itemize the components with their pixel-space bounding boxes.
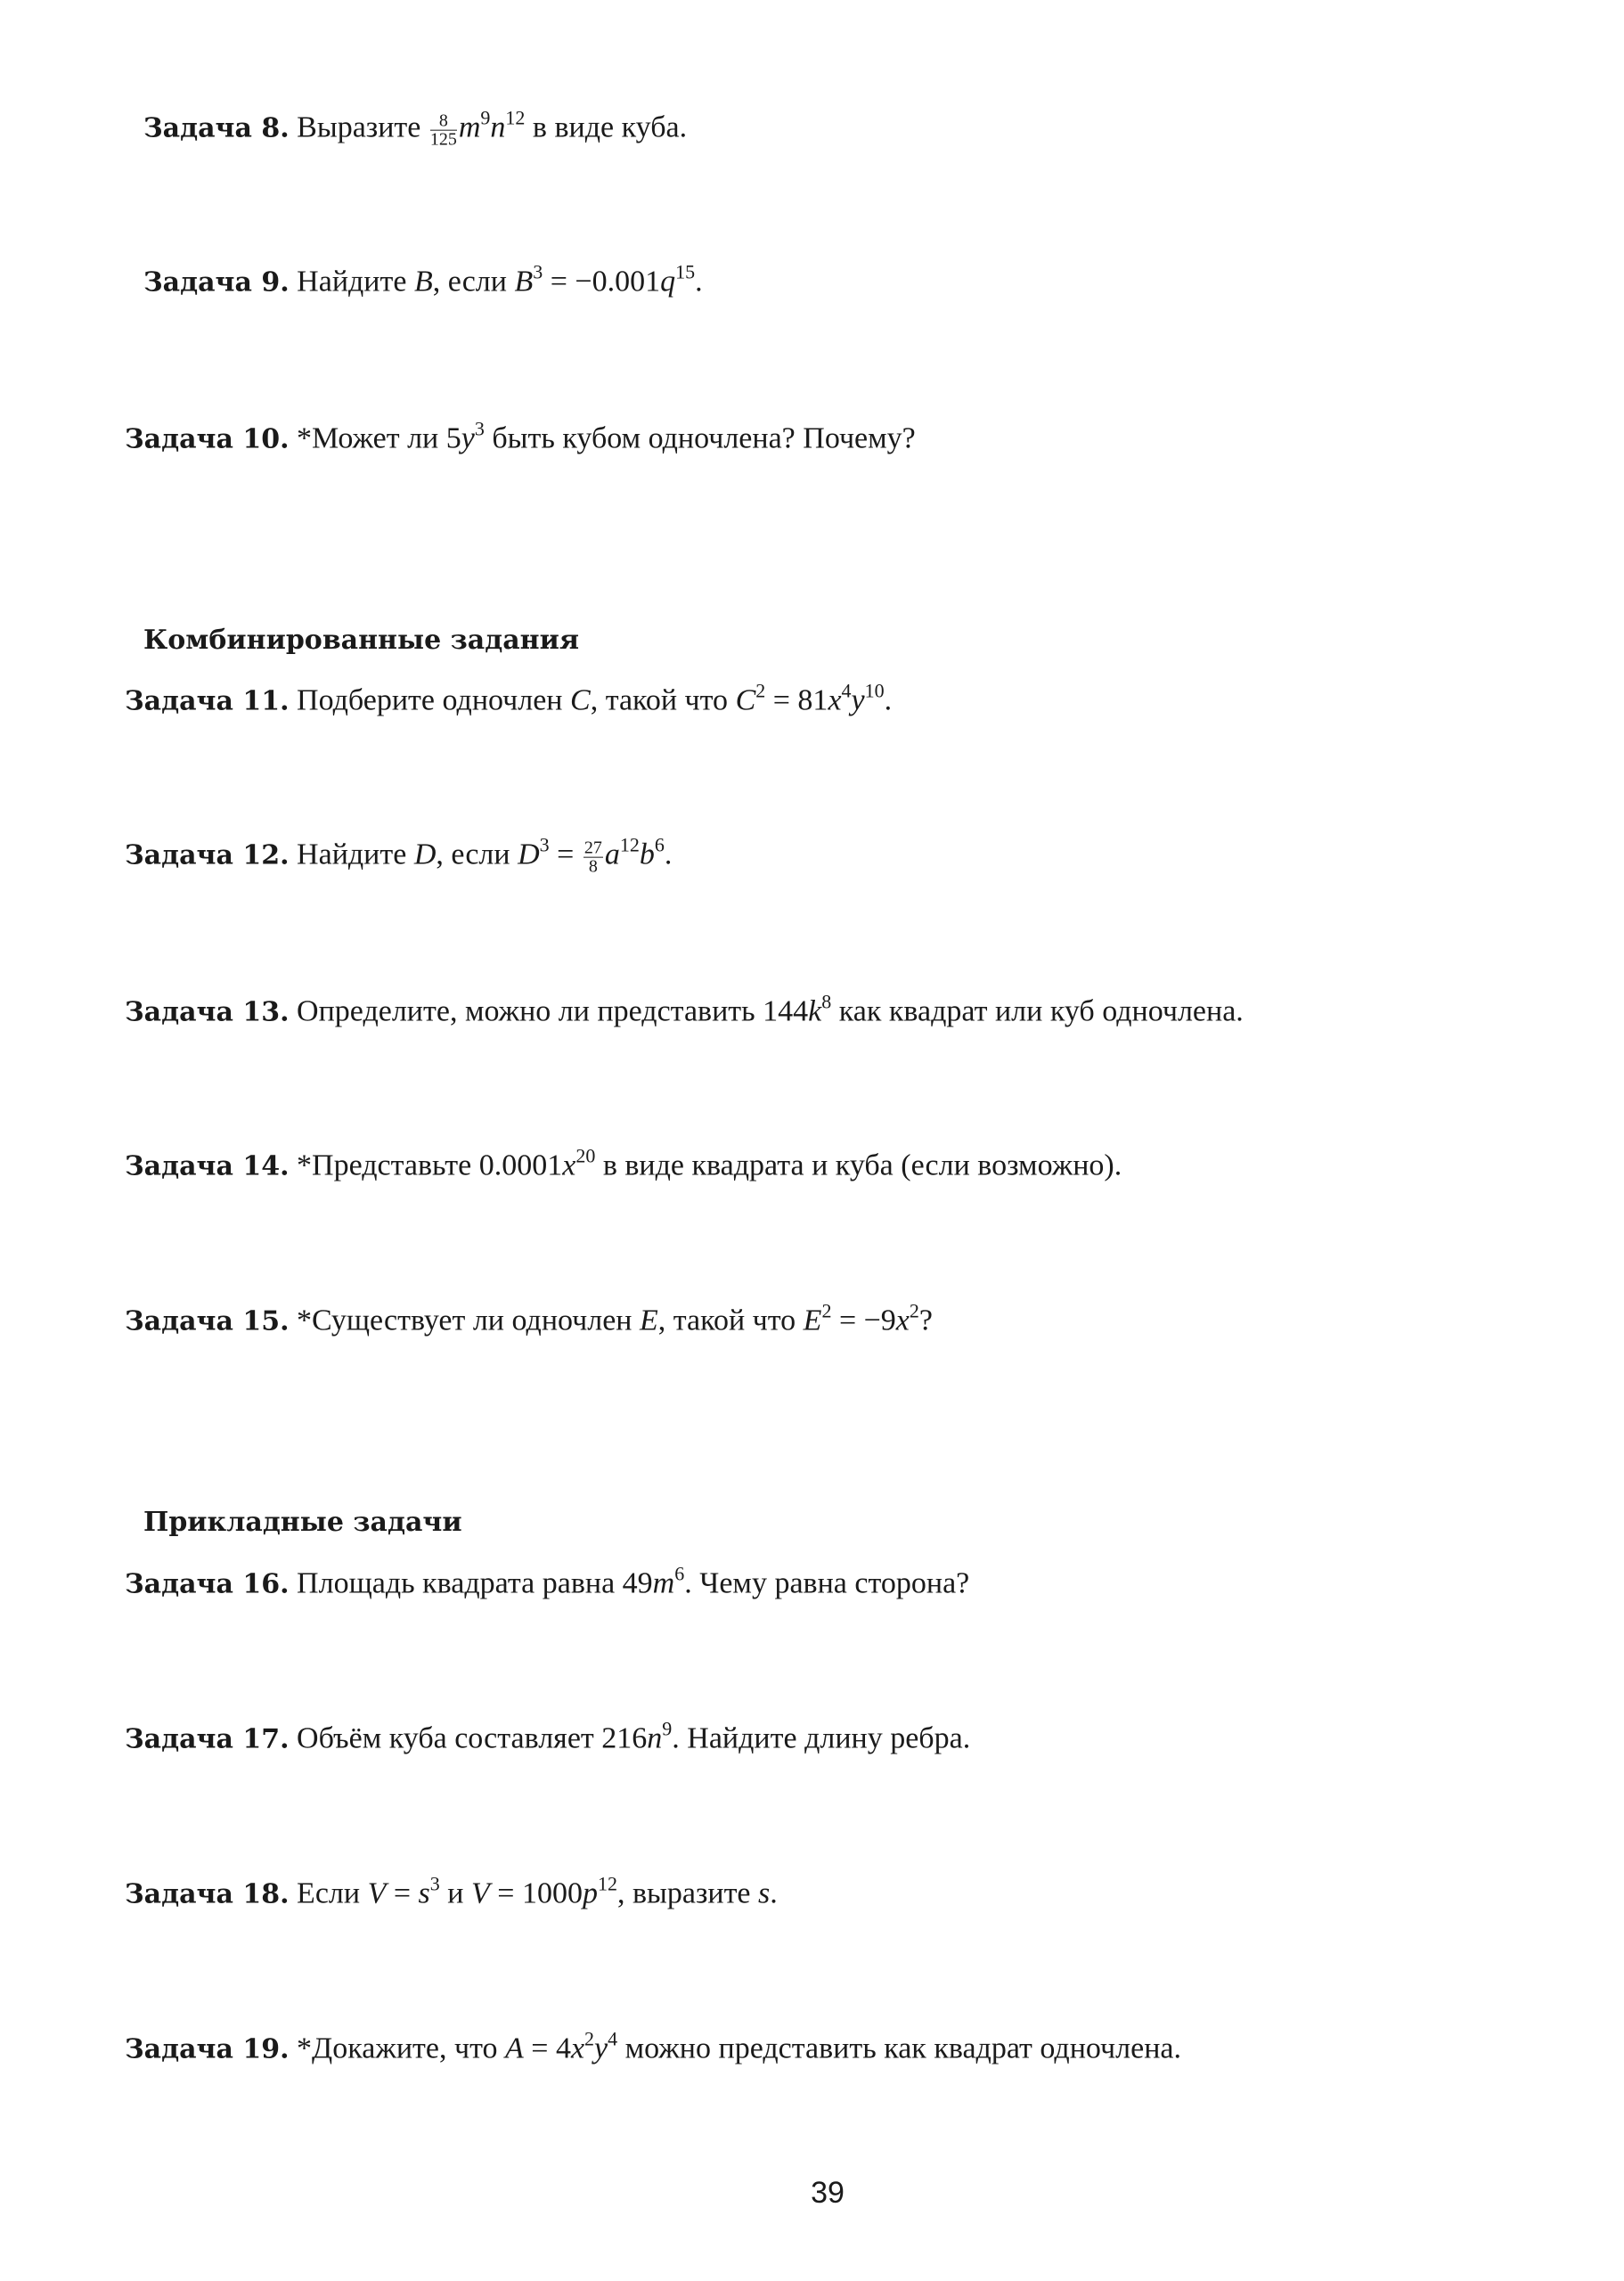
task-item [143, 106, 688, 150]
task-text: , выразите [616, 1876, 759, 1910]
math-variable: a [604, 838, 620, 871]
task-text: = [549, 838, 582, 871]
task-label: Задача 11. [125, 685, 290, 717]
math-variable: s [418, 1876, 430, 1910]
task-label: Задача 13. [125, 996, 290, 1028]
task-text: . [770, 1876, 778, 1910]
task-label: Задача 12. [125, 839, 290, 871]
task-text: в виде куба. [525, 110, 688, 144]
math-variable: C [735, 683, 756, 717]
exponent: 2 [821, 1299, 832, 1322]
task-text: *Существует ли одночлен [297, 1304, 640, 1337]
math-variable: E [640, 1304, 658, 1337]
task-item [125, 417, 916, 458]
denominator: 125 [429, 129, 457, 150]
task-label: Задача 8. [143, 112, 290, 144]
task-item [143, 260, 703, 301]
denominator: 8 [588, 856, 598, 877]
task-text: . [884, 683, 893, 717]
math-variable: q [660, 265, 676, 298]
task-text: быть кубом одночлена? Почему? [484, 421, 916, 455]
task-text: Найдите [297, 265, 414, 298]
math-variable: E [803, 1304, 822, 1337]
task-label: Задача 18. [125, 1878, 290, 1910]
fraction [583, 838, 603, 875]
task-text: и [439, 1876, 471, 1910]
task-text: = −9 [831, 1304, 896, 1337]
math-variable: D [413, 838, 437, 871]
exponent: 3 [533, 260, 543, 283]
heading-applied: Прикладные задачи [143, 1507, 462, 1538]
math-variable: m [652, 1566, 675, 1600]
task-text: , такой что [590, 683, 736, 717]
task-text: Площадь квадрата равна 49 [297, 1566, 653, 1600]
task-text: , если [432, 265, 515, 298]
exponent: 15 [675, 260, 696, 283]
task-text: . [695, 265, 703, 298]
task-item [125, 990, 1244, 1031]
math-variable: A [504, 2032, 524, 2065]
math-variable: x [570, 2032, 585, 2065]
exponent: 12 [505, 106, 526, 129]
task-text: в виде квадрата и куба (если возможно). [595, 1149, 1122, 1182]
math-variable: n [490, 110, 506, 144]
task-text: можно представить как квадрат одночлена. [617, 2032, 1181, 2065]
task-item [125, 1299, 933, 1340]
task-label: Задача 10. [125, 423, 290, 455]
math-variable: b [639, 838, 655, 871]
page-number: 39 [811, 2176, 845, 2210]
task-text: Объём куба составляет 216 [297, 1721, 648, 1755]
task-text: Если [297, 1876, 368, 1910]
exponent: 9 [662, 1717, 673, 1740]
math-variable: k [808, 994, 822, 1028]
exponent: 2 [584, 2027, 595, 2050]
exponent: 8 [821, 990, 832, 1013]
task-text: , если [436, 838, 518, 871]
task-label: Задача 17. [125, 1723, 290, 1755]
heading-combined: Комбинированные задания [143, 625, 580, 656]
task-text: *Докажите, что [297, 2032, 505, 2065]
exponent: 20 [575, 1144, 596, 1167]
math-variable: C [570, 683, 591, 717]
fraction [430, 111, 457, 148]
task-label: Задача 14. [125, 1150, 290, 1182]
numerator: 27 [583, 838, 602, 858]
exponent: 12 [619, 833, 640, 856]
numerator: 8 [430, 111, 457, 130]
math-variable: p [582, 1876, 598, 1910]
math-variable: D [518, 838, 540, 871]
math-variable: y [461, 421, 475, 455]
task-label: Задача 19. [125, 2033, 290, 2065]
task-text: = 1000 [489, 1876, 583, 1910]
exponent: 2 [755, 679, 766, 702]
task-item [125, 1144, 1122, 1185]
math-variable: y [594, 2032, 608, 2065]
task-text: = −0.001 [543, 265, 661, 298]
task-item [125, 679, 893, 720]
math-variable: s [758, 1876, 771, 1910]
task-text: . [664, 838, 673, 871]
exponent: 4 [608, 2027, 618, 2050]
task-text: Определите, можно ли представить 144 [297, 994, 809, 1028]
task-item [125, 1872, 778, 1913]
math-variable: V [367, 1876, 387, 1910]
task-item [125, 833, 673, 877]
math-variable: B [514, 265, 534, 298]
task-text: . Найдите длину ребра. [672, 1721, 971, 1755]
math-variable: B [413, 265, 433, 298]
task-label: Задача 16. [125, 1568, 290, 1600]
task-text: , такой что [657, 1304, 804, 1337]
task-item [125, 1562, 970, 1603]
task-label: Задача 9. [143, 266, 290, 298]
task-text: = 81 [765, 683, 828, 717]
task-text: Подберите одночлен [297, 683, 570, 717]
math-variable: n [647, 1721, 663, 1755]
math-variable: V [470, 1876, 490, 1910]
task-text: = [386, 1876, 419, 1910]
math-variable: m [458, 110, 481, 144]
task-item [125, 2027, 1181, 2068]
task-text: *Представьте 0.0001 [297, 1149, 563, 1182]
task-text: как квадрат или куб одночлена. [831, 994, 1244, 1028]
task-item [125, 1717, 971, 1758]
task-text: = 4 [523, 2032, 571, 2065]
math-variable: x [562, 1149, 576, 1182]
exponent: 10 [864, 679, 885, 702]
exponent: 6 [674, 1562, 685, 1585]
task-text: Выразите [297, 110, 428, 144]
math-variable: y [851, 683, 865, 717]
exponent: 2 [909, 1299, 919, 1322]
exponent: 3 [539, 833, 550, 856]
task-text: ? [918, 1304, 933, 1337]
task-text: . Чему равна сторона? [684, 1566, 970, 1600]
exponent: 9 [480, 106, 491, 129]
task-label: Задача 15. [125, 1305, 290, 1337]
math-variable: x [828, 683, 842, 717]
math-variable: x [895, 1304, 910, 1337]
exponent: 3 [429, 1872, 440, 1895]
exponent: 3 [474, 417, 485, 440]
task-text: Найдите [297, 838, 414, 871]
task-text: *Может ли 5 [297, 421, 461, 455]
exponent: 12 [597, 1872, 617, 1895]
exponent: 4 [841, 679, 852, 702]
exponent: 6 [654, 833, 665, 856]
